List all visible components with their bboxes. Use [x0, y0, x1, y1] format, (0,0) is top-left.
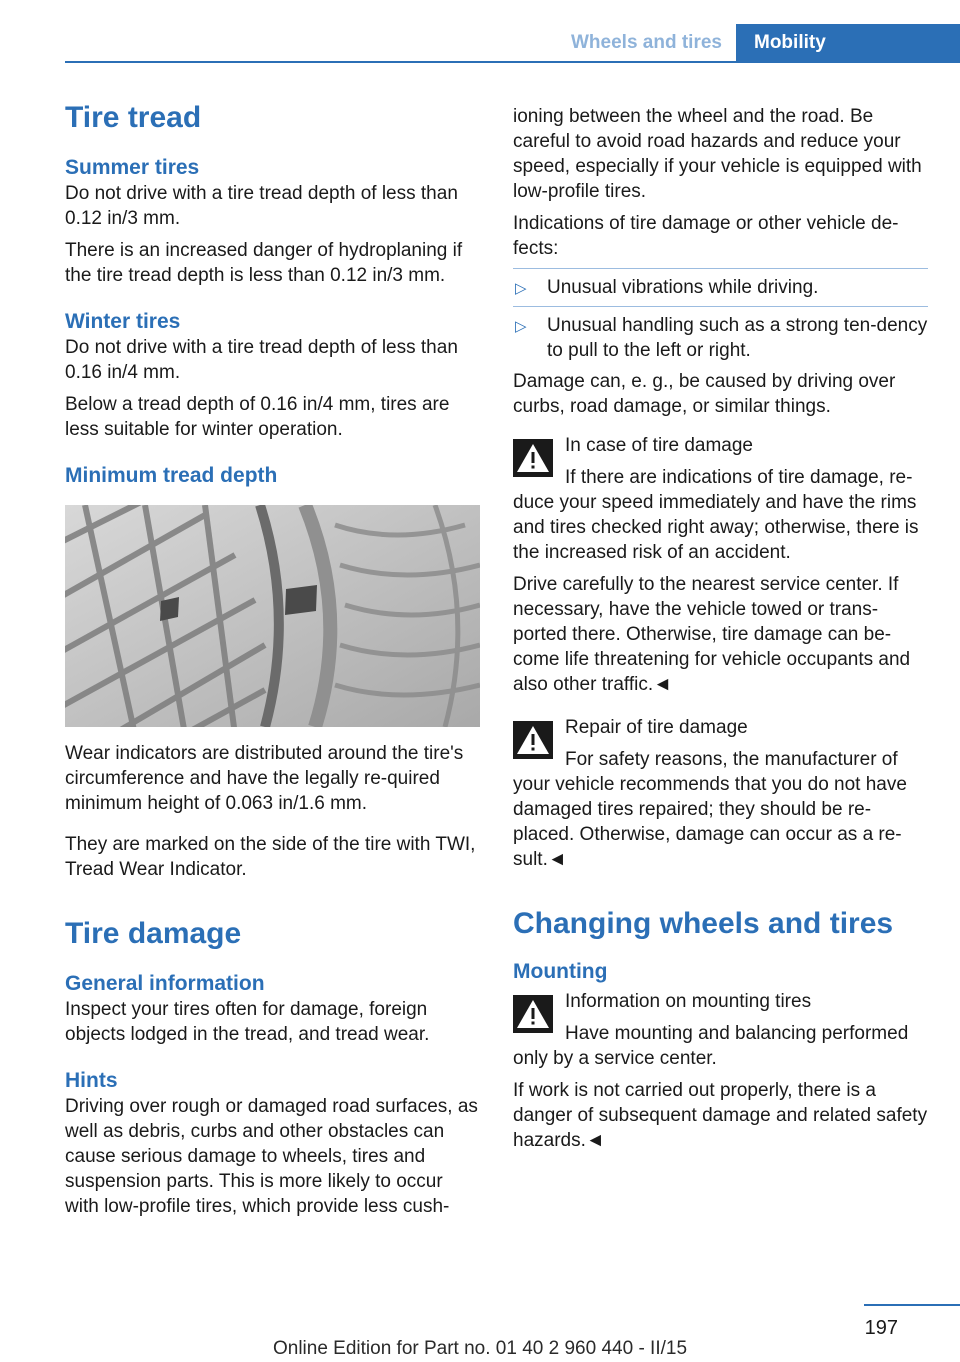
list-item — [513, 275, 928, 300]
list-item-text: Unusual handling such as a strong ten-dency to pull to the left or right. — [547, 315, 928, 361]
twi-text: They are marked on the side of the tire with TWI, Tread Wear Indicator. — [65, 834, 476, 880]
summer-text-2: There is an increased danger of hydroplaning if the tire tread depth is less than 0.12 in/3 mm. — [65, 240, 463, 286]
warning-triangle-icon — [513, 995, 553, 1033]
warning-title: Repair of tire damage — [565, 717, 748, 738]
tire-tread-image — [65, 505, 480, 727]
summer-text-1: Do not drive with a tire tread depth of less than 0.12 in/3 mm. — [65, 183, 458, 229]
right-column — [513, 104, 928, 1161]
warning-triangle-icon — [513, 721, 553, 759]
warning-text: If there are indications of tire damage, re-duce your speed immediately and have the rims and tires checked right away; otherwise, there is the increased risk of an accident. — [513, 467, 919, 563]
heading-summer-tires: Summer tires — [65, 156, 200, 179]
page-header — [0, 24, 960, 62]
list-divider — [513, 306, 928, 307]
footer-rule — [864, 1304, 960, 1306]
triangle-right-icon: ▷ — [515, 318, 527, 335]
heading-winter-tires: Winter tires — [65, 310, 181, 333]
indications-text: Indications of tire damage or other vehicle de-fects: — [513, 213, 899, 259]
heading-tire-tread: Tire tread — [65, 101, 202, 134]
heading-general-information: General information — [65, 972, 265, 995]
page-number: 197 — [864, 1317, 898, 1339]
heading-tire-damage: Tire damage — [65, 917, 242, 950]
warning-mounting — [513, 989, 928, 1153]
wear-indicators-text: Wear indicators are distributed around the tire's circumference and have the legally re-quired minimum height of 0.063 in/1.6 mm. — [65, 743, 464, 814]
list-item-text: Unusual vibrations while driving. — [547, 277, 819, 298]
winter-text-1: Do not drive with a tire tread depth of less than 0.16 in/4 mm. — [65, 337, 458, 383]
warning-text-2: Drive carefully to the nearest service center. If necessary, have the vehicle towed or trans-ported there. Otherwise, tire damage can be-come life threatening for vehicle occupants and also other traffic.◄ — [513, 574, 911, 695]
damage-cause-text: Damage can, e. g., be caused by driving over curbs, road damage, or similar things. — [513, 371, 896, 417]
heading-hints: Hints — [65, 1069, 118, 1092]
indications-list — [513, 268, 928, 363]
cushioning-text: ioning between the wheel and the road. Be careful to avoid road hazards and reduce your speed, especially if your vehicle is equipped with low-profile tires. — [513, 106, 922, 202]
heading-mounting: Mounting — [513, 960, 608, 983]
warning-text: Have mounting and balancing performed only by a service center. — [513, 1023, 909, 1069]
warning-triangle-icon — [513, 439, 553, 477]
warning-repair — [513, 715, 928, 872]
winter-text-2: Below a tread depth of 0.16 in/4 mm, tires are less suitable for winter operation. — [65, 394, 450, 440]
list-item — [513, 313, 928, 363]
header-chapter-tab: Mobility — [736, 24, 960, 61]
hints-text: Driving over rough or damaged road surfaces, as well as debris, curbs and other obstacles can cause serious damage to wheels, tires and suspension parts. This is more likely to occur with low-profile tires, which provide less cush- — [65, 1096, 478, 1217]
edition-line: Online Edition for Part no. 01 40 2 960 440 - II/15 — [272, 1338, 688, 1359]
heading-changing-wheels: Changing wheels and tires — [513, 907, 894, 940]
warning-tire-damage — [513, 433, 928, 697]
mounting-text: If work is not carried out properly, there is a danger of subsequent damage and related safety hazards.◄ — [513, 1080, 928, 1151]
list-divider — [513, 268, 928, 269]
triangle-right-icon: ▷ — [515, 280, 527, 297]
left-column — [65, 100, 480, 1226]
heading-minimum-tread-depth: Minimum tread depth — [65, 464, 278, 487]
warning-text: For safety reasons, the manufacturer of your vehicle recommends that you do not have damaged tires repaired; they should be re-placed. Otherwise, damage can occur as a re-sult.◄ — [513, 749, 907, 870]
warning-title: Information on mounting tires — [565, 991, 812, 1012]
header-rule — [65, 61, 960, 63]
general-text: Inspect your tires often for damage, foreign objects lodged in the tread, and tread wear. — [65, 999, 430, 1045]
header-section: Wheels and tires — [571, 32, 722, 53]
tire-tread-illustration — [65, 505, 480, 727]
warning-title: In case of tire damage — [565, 435, 753, 456]
